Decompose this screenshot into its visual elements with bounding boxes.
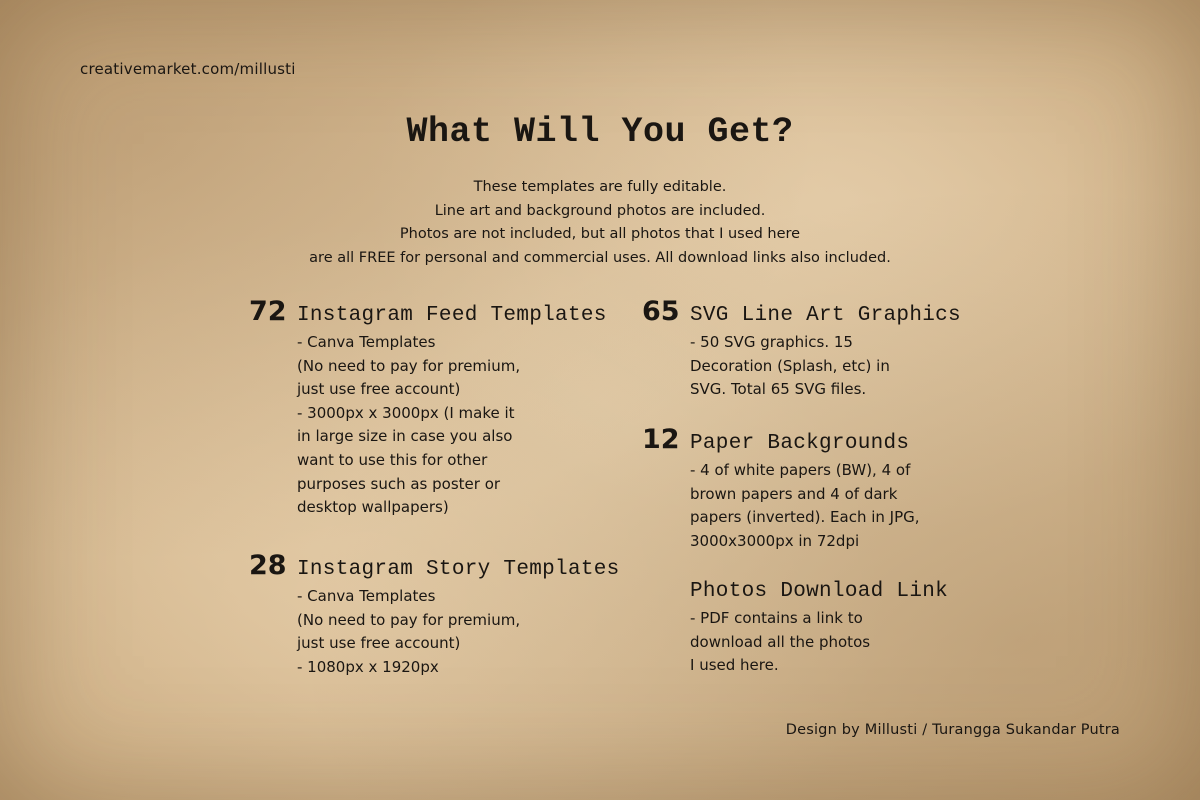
detail-line: download all the photos [690,632,871,651]
paper-backgrounds-header [642,424,920,455]
page-title: What Will You Get? [406,112,794,152]
detail-line: - Canva Templates [297,333,436,351]
detail-line: in large size in case you also [297,427,513,446]
detail-line: - 3000px x 3000px (I make it [297,403,515,422]
story-heading: Instagram Story Templates [297,558,620,581]
svg-count: 65 [642,296,680,327]
design-credit: Design by Millusti / Turangga Sukandar Putra [785,722,1120,738]
detail-line: (No need to pay for premium, [297,610,521,629]
photos-heading: Photos Download Link [690,580,949,603]
detail-line: just use free account) [297,380,461,399]
detail-line: I used here. [690,656,779,675]
detail-line: Decoration (Splash, etc) in [690,356,890,375]
detail-line: (No need to pay for premium, [297,356,521,375]
intro-line: are all FREE for personal and commercial uses. All download links also included. [309,249,891,266]
detail-line: desktop wallpapers) [297,498,449,517]
detail-line: - 1080px x 1920px [297,657,439,676]
svg-details [690,331,961,402]
source-url: creativemarket.com/millusti [80,60,296,78]
detail-line: want to use this for other [297,450,488,469]
detail-line: SVG. Total 65 SVG files. [690,380,867,399]
detail-line: - 50 SVG graphics. 15 [690,333,853,351]
story-templates-header [249,550,620,581]
intro-line: Line art and background photos are included. [434,202,766,219]
photos-link-section [642,580,948,678]
svg-graphics-section [642,296,961,402]
paper-heading: Paper Backgrounds [690,432,910,455]
story-templates-section [249,550,620,679]
feed-heading: Instagram Feed Templates [297,304,607,327]
svg-heading: SVG Line Art Graphics [690,304,961,327]
story-count: 28 [249,550,287,581]
detail-line: - PDF contains a link to [690,609,863,627]
story-details [297,585,620,679]
paper-details [690,459,920,553]
svg-graphics-header [642,296,961,327]
detail-line: 3000x3000px in 72dpi [690,531,860,550]
paper-count: 12 [642,424,680,455]
intro-line: Photos are not included, but all photos that I used here [399,226,801,242]
feed-count: 72 [249,296,287,327]
feed-templates-header [249,296,607,327]
detail-line: papers (inverted). Each in JPG, [690,508,920,527]
detail-line: just use free account) [297,634,461,653]
detail-line: brown papers and 4 of dark [690,484,898,503]
detail-line: - 4 of white papers (BW), 4 of [690,461,911,479]
detail-line: purposes such as poster or [297,474,501,493]
detail-line: - Canva Templates [297,587,436,605]
intro-text [0,176,1200,270]
photos-link-header [642,580,948,603]
photos-details [690,607,948,678]
intro-line: These templates are fully editable. [473,179,727,195]
feed-details [297,331,607,520]
feed-templates-section [249,296,607,520]
paper-backgrounds-section [642,424,920,553]
